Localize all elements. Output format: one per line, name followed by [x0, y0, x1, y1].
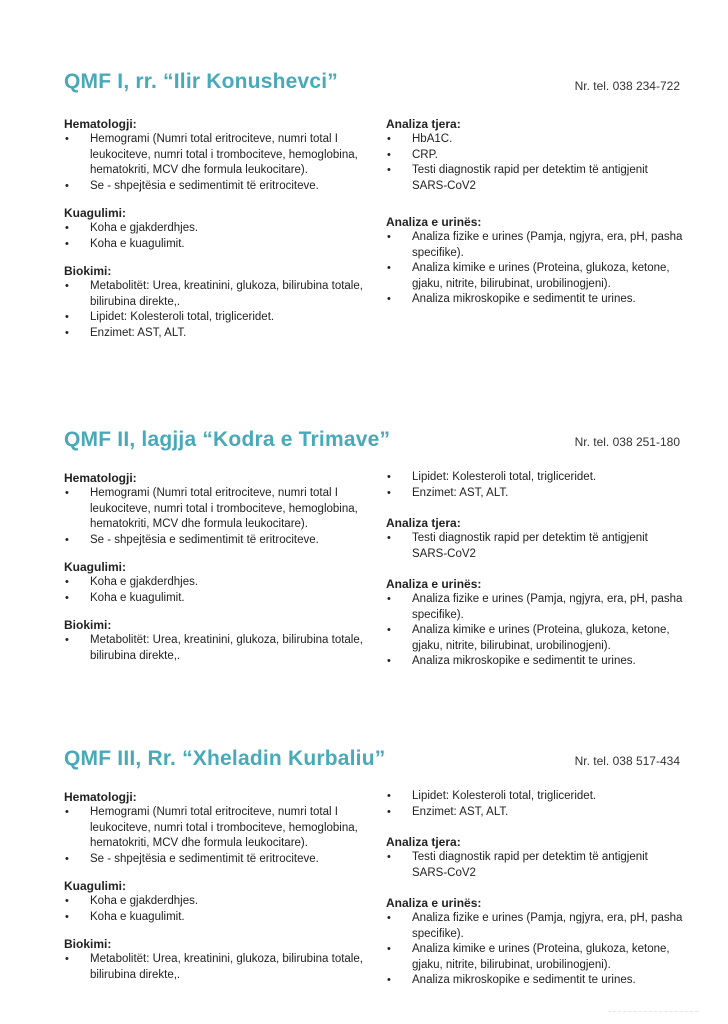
section-heading: Kuagulimi:: [64, 560, 126, 574]
list-item: • Koha e gjakderdhjes.: [64, 894, 374, 910]
section-urine-analysis: [386, 576, 686, 670]
list-item: • Se - shpejtësia e sedimentimit të eritrociteve.: [64, 533, 374, 549]
left-column: [64, 470, 374, 675]
list-item: • Analiza fizike e urines (Pamja, ngjyra, era, pH, pasha specifike).: [386, 230, 686, 261]
branch-phone: Nr. tel. 038 251-180: [574, 435, 680, 449]
list-item: • CRP.: [386, 148, 686, 164]
section-biochemistry-continued: [386, 789, 686, 820]
list-item: • Koha e gjakderdhjes.: [64, 221, 374, 237]
list-item: • Lipidet: Kolesteroli total, trigliceridet.: [386, 789, 686, 805]
branch-phone: Nr. tel. 038 517-434: [574, 754, 680, 768]
section-urine-analysis: [386, 214, 686, 308]
section-urine-analysis: [386, 895, 686, 989]
section-biochemistry-continued: [386, 470, 686, 501]
section-hematology: [64, 116, 374, 194]
branch-title: QMF III, Rr. “Xheladin Kurbaliu”: [64, 747, 386, 770]
right-column: [386, 470, 686, 681]
list-item: • Koha e gjakderdhjes.: [64, 575, 374, 591]
branch-title: QMF I, rr. “Ilir Konushevci”: [64, 70, 338, 93]
section-biochemistry: [64, 263, 374, 341]
section-other-analyses: [386, 116, 686, 194]
list-item: • HbA1C.: [386, 132, 686, 148]
section-hematology: [64, 470, 374, 548]
section-heading: Analiza tjera:: [386, 835, 461, 849]
list-item: • Enzimet: AST, ALT.: [64, 326, 374, 342]
section-heading: Biokimi:: [64, 618, 112, 632]
list-item: • Metabolitët: Urea, kreatinini, glukoza, bilirubina totale, bilirubina direkte,.: [64, 633, 374, 664]
section-heading: Analiza e urinës:: [386, 896, 482, 910]
list-item: • Hemogrami (Numri total eritrociteve, numri total I leukociteve, numri total i trombociteve, hemoglobina, hematokriti, MCV dhe formula leukocitare).: [64, 805, 374, 852]
branch-phone: Nr. tel. 038 234-722: [574, 79, 680, 93]
section-heading: Hematologji:: [64, 790, 137, 804]
list-item: • Enzimet: AST, ALT.: [386, 486, 686, 502]
footer-divider: [608, 1011, 698, 1018]
list-item: • Analiza fizike e urines (Pamja, ngjyra, era, pH, pasha specifike).: [386, 592, 686, 623]
list-item: • Se - shpejtësia e sedimentimit të eritrociteve.: [64, 852, 374, 868]
section-heading: Kuagulimi:: [64, 206, 126, 220]
section-heading: Biokimi:: [64, 937, 112, 951]
list-item: • Metabolitët: Urea, kreatinini, glukoza, bilirubina totale, bilirubina direkte,.: [64, 279, 374, 310]
right-column: [386, 116, 686, 319]
section-biochemistry: [64, 617, 374, 664]
section-biochemistry: [64, 936, 374, 983]
list-item: • Lipidet: Kolesteroli total, trigliceridet.: [64, 310, 374, 326]
list-item: • Analiza mikroskopike e sedimentit te urines.: [386, 973, 686, 989]
list-item: • Se - shpejtësia e sedimentimit të eritrociteve.: [64, 179, 374, 195]
section-heading: Kuagulimi:: [64, 879, 126, 893]
branch-title: QMF II, lagjja “Kodra e Trimave”: [64, 428, 391, 451]
section-other-analyses: [386, 834, 686, 881]
list-item: • Lipidet: Kolesteroli total, trigliceridet.: [386, 470, 686, 486]
list-item: • Analiza fizike e urines (Pamja, ngjyra, era, pH, pasha specifike).: [386, 911, 686, 942]
list-item: • Testi diagnostik rapid per detektim të antigjenit SARS-CoV2: [386, 531, 686, 562]
section-other-analyses: [386, 515, 686, 562]
list-item: • Koha e kuagulimit.: [64, 910, 374, 926]
right-column: [386, 789, 686, 1000]
section-coagulation: [64, 205, 374, 252]
list-item: • Koha e kuagulimit.: [64, 591, 374, 607]
list-item: • Testi diagnostik rapid per detektim të antigjenit SARS-CoV2: [386, 163, 686, 194]
list-item: • Analiza kimike e urines (Proteina, glukoza, ketone, gjaku, nitrite, bilirubinat, urobilinogjeni).: [386, 623, 686, 654]
list-item: • Testi diagnostik rapid per detektim të antigjenit SARS-CoV2: [386, 850, 686, 881]
left-column: [64, 789, 374, 994]
list-item: • Analiza mikroskopike e sedimentit te urines.: [386, 654, 686, 670]
section-heading: Analiza e urinës:: [386, 215, 482, 229]
section-heading: Analiza tjera:: [386, 117, 461, 131]
list-item: • Analiza mikroskopike e sedimentit te urines.: [386, 292, 686, 308]
section-hematology: [64, 789, 374, 867]
left-column: [64, 116, 374, 352]
list-item: • Analiza kimike e urines (Proteina, glukoza, ketone, gjaku, nitrite, bilirubinat, urobilinogjeni).: [386, 261, 686, 292]
list-item: • Metabolitët: Urea, kreatinini, glukoza, bilirubina totale, bilirubina direkte,.: [64, 952, 374, 983]
section-heading: Analiza tjera:: [386, 516, 461, 530]
section-heading: Hematologji:: [64, 471, 137, 485]
list-item: • Koha e kuagulimit.: [64, 237, 374, 253]
list-item: • Hemogrami (Numri total eritrociteve, numri total I leukociteve, numri total i trombociteve, hemoglobina, hematokriti, MCV dhe formula leukocitare).: [64, 486, 374, 533]
section-heading: Biokimi:: [64, 264, 112, 278]
list-item: • Analiza kimike e urines (Proteina, glukoza, ketone, gjaku, nitrite, bilirubinat, urobilinogjeni).: [386, 942, 686, 973]
list-item: • Enzimet: AST, ALT.: [386, 805, 686, 821]
section-coagulation: [64, 878, 374, 925]
list-item: • Hemogrami (Numri total eritrociteve, numri total I leukociteve, numri total i trombociteve, hemoglobina, hematokriti, MCV dhe formula leukocitare).: [64, 132, 374, 179]
section-coagulation: [64, 559, 374, 606]
section-heading: Analiza e urinës:: [386, 577, 482, 591]
section-heading: Hematologji:: [64, 117, 137, 131]
